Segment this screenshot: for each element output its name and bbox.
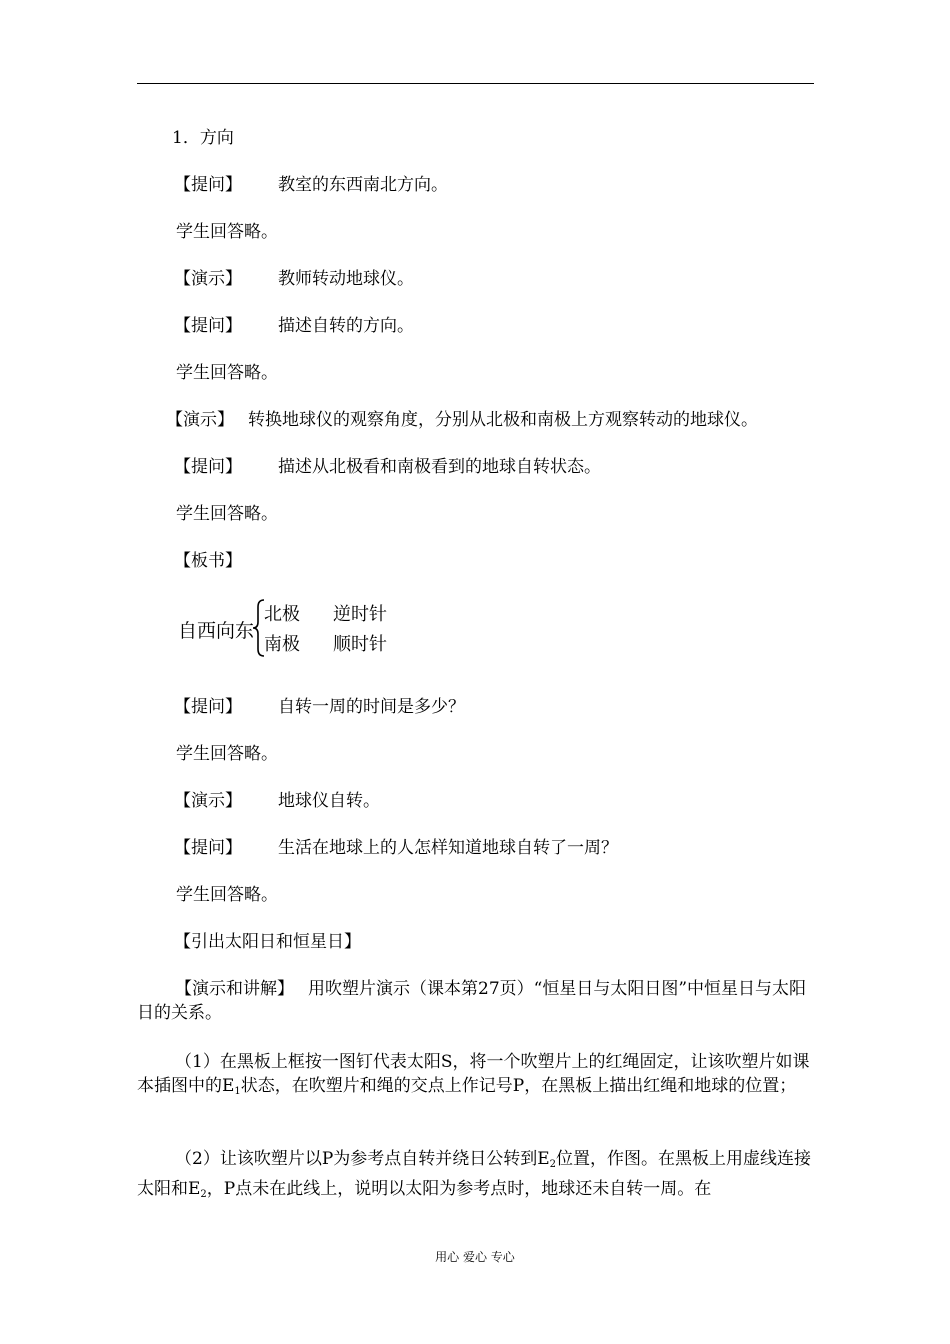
tag: 【演示】 <box>174 269 242 289</box>
tag: 【提问】 <box>174 175 242 195</box>
section-tag: 【引出太阳日和恒星日】 <box>174 932 361 952</box>
tag: 【演示】 <box>166 410 234 430</box>
question-4 <box>174 695 465 719</box>
demo-3 <box>174 789 380 813</box>
tag: 【提问】 <box>174 697 242 717</box>
text: 描述自转的方向。 <box>278 316 414 336</box>
demo-2 <box>166 408 758 432</box>
page-footer: 用心 爱心 专心 <box>435 1250 515 1264</box>
tag: 【演示】 <box>174 791 242 811</box>
question-5 <box>174 836 618 860</box>
text: 教室的东西南北方向。 <box>278 175 448 195</box>
answer-1: 学生回答略。 <box>176 222 278 242</box>
explain-paragraph <box>137 977 815 1025</box>
board-pole-south: 南极 <box>264 634 300 655</box>
board-diagram <box>176 598 416 658</box>
tag: 【演示和讲解】 <box>175 979 294 999</box>
text: 地球仪自转。 <box>278 791 380 811</box>
demo-1 <box>174 267 414 291</box>
answer-2: 学生回答略。 <box>176 363 278 383</box>
text: 描述从北极看和南极看到的地球自转状态。 <box>278 457 601 477</box>
answer-4: 学生回答略。 <box>176 744 278 764</box>
text: 生活在地球上的人怎样知道地球自转了一周？ <box>278 838 618 858</box>
board-pole-north: 北极 <box>264 604 300 625</box>
board-dir-north: 逆时针 <box>333 604 387 625</box>
tag: 【提问】 <box>174 316 242 336</box>
text: 转换地球仪的观察角度，分别从北极和南极上方观察转动的地球仪。 <box>248 410 758 430</box>
tag: 【提问】 <box>174 838 242 858</box>
board-dir-south: 顺时针 <box>333 634 387 655</box>
step-2-paragraph: （2）让该吹塑片以P为参考点自转并绕日公转到$E_2$位置，作图。在黑板上用虚线连接太阳和$E_2$，P点未在此线上，说明以太阳为参考点时，地球还未自转一周。在 <box>137 1149 812 1200</box>
answer-5: 学生回答略。 <box>176 885 278 905</box>
question-3 <box>174 455 601 479</box>
step-1-paragraph: （1）在黑板上框按一图钉代表太阳S，将一个吹塑片上的红绳固定，让该吹塑片如课本插图中的$E_1$状态，在吹塑片和绳的交点上作记号P，在黑板上描出红绳和地球的位置； <box>137 1052 810 1097</box>
question-1 <box>174 173 448 197</box>
header-rule <box>137 83 814 84</box>
text: 教师转动地球仪。 <box>278 269 414 289</box>
question-2 <box>174 314 414 338</box>
tag: 【提问】 <box>174 457 242 477</box>
board-lead: 自西向东 <box>178 620 255 642</box>
text: 自转一周的时间是多少？ <box>278 697 465 717</box>
answer-3: 学生回答略。 <box>176 504 278 524</box>
board-tag: 【板书】 <box>174 551 242 571</box>
section-heading: 1．方向 <box>172 128 234 148</box>
text: 用吹塑片演示（课本第27页）“恒星日与太阳日图”中恒星日与太阳日的关系。 <box>137 979 807 1023</box>
